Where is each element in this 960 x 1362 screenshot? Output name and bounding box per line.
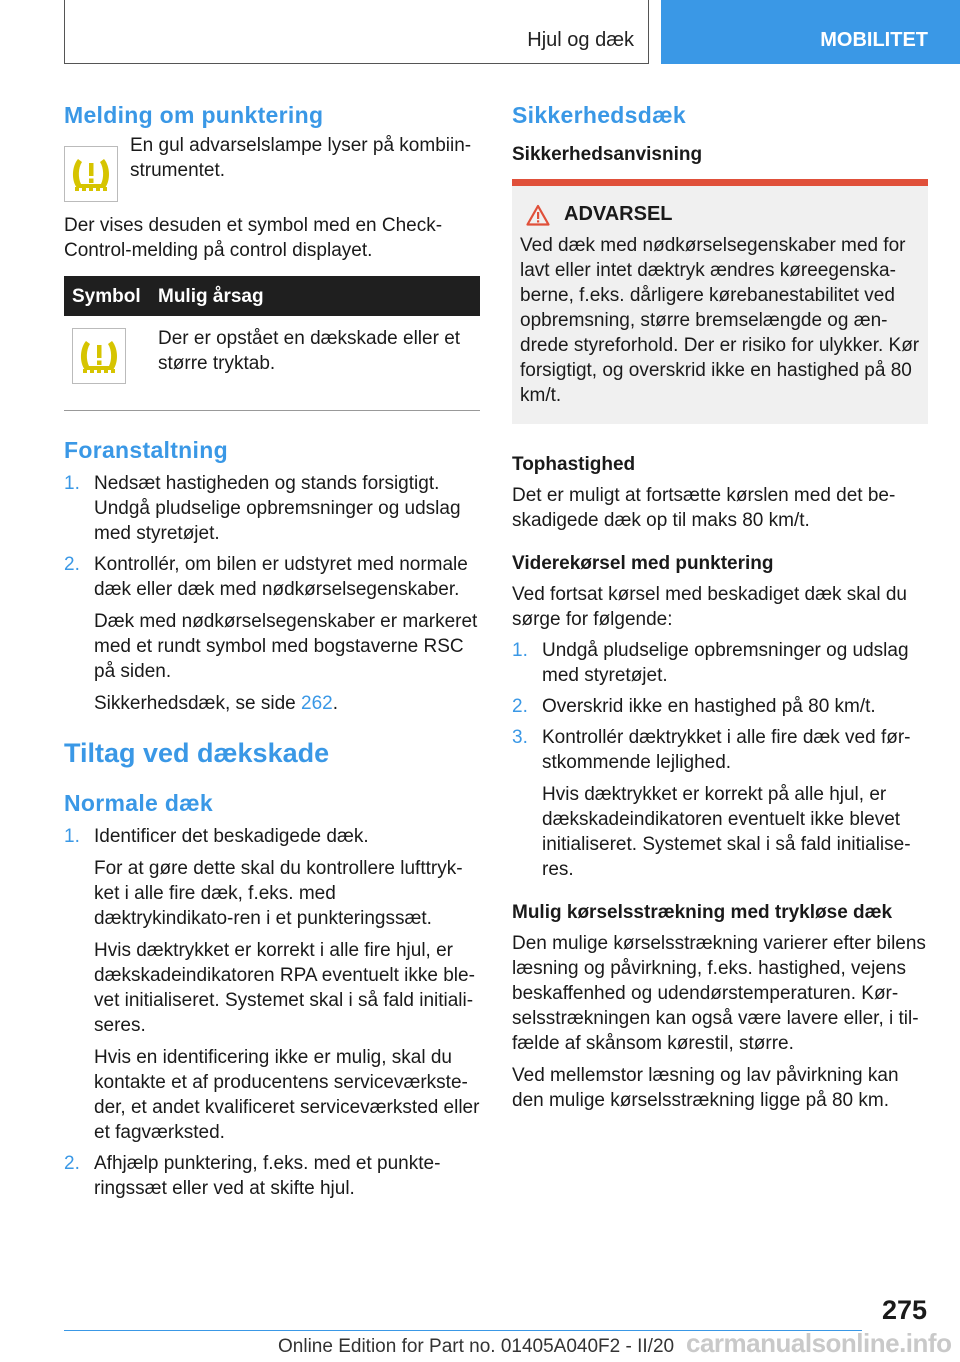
step-number: 1. [512, 640, 528, 661]
watermark: carmanualsonline.info [686, 1328, 952, 1358]
col-cause-header: Mulig årsag [150, 276, 480, 316]
list-item [512, 694, 928, 719]
list-item [512, 725, 928, 882]
foranstaltning-list [64, 471, 480, 716]
tiltag-heading: Tiltag ved dækskade [64, 738, 330, 768]
foranstaltning-heading: Foranstaltning [64, 437, 228, 463]
section-tab[interactable]: MOBILITET [661, 0, 960, 64]
step-extra: Hvis dæktrykket er korrekt i alle fire hjul, er dækskadeindikatoren RPA eventuelt ikke ble-vet initialiseret. Systemet skal i så fald initiali-seres. [94, 940, 475, 1036]
melding-paragraph: Der vises desuden et symbol med en Check-Control-melding på control displayet. [64, 215, 443, 261]
warning-label: ADVARSEL [564, 203, 673, 225]
warning-box [512, 179, 928, 424]
link-prefix: Sikkerhedsdæk, se side [94, 693, 301, 714]
step-number: 1. [64, 826, 80, 847]
step-extra: Dæk med nødkørselsegenskaber er markeret med et rundt symbol med bogstaverne RSC på siden. [94, 611, 478, 682]
warning-head [520, 202, 920, 227]
left-column [64, 100, 480, 1201]
normale-heading: Normale dæk [64, 790, 214, 816]
symbol-table [64, 276, 480, 411]
page-number: 275 [881, 1295, 927, 1325]
mulig-text-1: Den mulige kørselsstrækning varierer efter bilens læsning og påvirkning, f.eks. hastighed, vejens beskaffenhed og udendørstemperaturen. Kør-selsstrækningen kan også være lavere eller, i til-fælde af skånsom kørestil, større. [512, 933, 926, 1054]
mulig-heading: Mulig kørselsstrækning med trykløse dæk [512, 902, 893, 923]
lamp-text-line-1: En gul advarselslampe lyser på kombiin- [130, 135, 472, 156]
lamp-row [64, 135, 480, 202]
tophast-text: Det er muligt at fortsætte kørslen med det be-skadigede dæk op til maks 80 km/t. [512, 485, 896, 531]
tophast-heading: Tophastighed [512, 454, 636, 475]
step-text: Kontrollér dæktrykket i alle fire dæk ved før-stkommende lejlighed. [542, 727, 911, 773]
chapter-title: Hjul og dæk [527, 29, 634, 51]
col-symbol-header: Symbol [64, 276, 150, 316]
list-item [64, 1151, 480, 1201]
list-item [512, 638, 928, 688]
tire-pressure-warning-icon [72, 328, 126, 384]
step-number: 2. [512, 696, 528, 717]
step-text: Identificer det beskadigede dæk. [94, 826, 369, 847]
step-number: 2. [64, 1153, 80, 1174]
step-number: 2. [64, 554, 80, 575]
videre-list [512, 638, 928, 882]
right-column [512, 100, 928, 1113]
mulig-text-2: Ved mellemstor læsning og lav påvirkning kan den mulige kørselsstrækning ligge på 80 km. [512, 1065, 899, 1111]
melding-heading: Melding om punktering [64, 102, 324, 128]
step-extra: For at gøre dette skal du kontrollere lufttryk-ket i alle fire dæk, f.eks. med dæktrykindikato-ren i et punkteringssæt. [94, 858, 463, 929]
tire-pressure-warning-icon [64, 146, 118, 202]
step-extra-link-line [94, 691, 480, 716]
videre-text: Ved fortsat kørsel med beskadiget dæk skal du sørge for følgende: [512, 584, 907, 630]
lamp-text-line-2: strumentet. [130, 160, 226, 181]
warning-text: Ved dæk med nødkørselsegenskaber med for lavt eller intet dæktryk ændres køreegenska-berne, f.eks. dårligere kørebanestabilitet ved opbremsning, større bremselængde og æn-drede styreforhold. Der er risiko for ulykker. Kør forsigtigt, og overskrid ikke en hastighed på 80 km/t. [520, 235, 920, 406]
step-extra: Hvis dæktrykket er korrekt på alle hjul, er dækskadeindikatoren eventuelt ikke blevet initialiseret. Systemet skal i så fald initialise-res. [542, 784, 911, 880]
list-item [64, 471, 480, 546]
cause-cell: Der er opstået en dækskade eller et større tryktab. [150, 316, 480, 411]
page-link-262[interactable]: 262 [301, 693, 333, 714]
videre-heading: Viderekørsel med punktering [512, 553, 774, 574]
warning-triangle-icon [526, 204, 550, 226]
normale-list [64, 824, 480, 1201]
step-number: 3. [512, 727, 528, 748]
step-text: Undgå pludselige opbremsninger og udslag med styretøjet. [542, 640, 909, 686]
step-text: Kontrollér, om bilen er udstyret med normale dæk eller dæk med nødkørselsegenskaber. [94, 554, 468, 600]
step-text: Afhjælp punktering, f.eks. med et punkte-ringssæt eller ved at skifte hjul. [94, 1153, 441, 1199]
header-frame [64, 0, 649, 64]
footer-edition: Online Edition for Part no. 01405A040F2 - II/20 [278, 1336, 675, 1357]
step-text: Overskrid ikke en hastighed på 80 km/t. [542, 696, 876, 717]
link-suffix: . [332, 693, 338, 714]
table-row [64, 316, 480, 411]
step-number: 1. [64, 473, 80, 494]
list-item [64, 552, 480, 716]
list-item [64, 824, 480, 1145]
sikkerhed-heading: Sikkerhedsdæk [512, 102, 686, 128]
step-extra: Hvis en identificering ikke er mulig, skal du kontakte et af producentens serviceværkste-der, et andet kvalificeret serviceværksted eller et fagværksted. [94, 1047, 480, 1143]
anvisning-heading: Sikkerhedsanvisning [512, 144, 703, 165]
lamp-text [130, 133, 471, 202]
step-text: Nedsæt hastigheden og stands forsigtigt. Undgå pludselige opbremsninger og udslag med styretøjet. [94, 473, 461, 544]
